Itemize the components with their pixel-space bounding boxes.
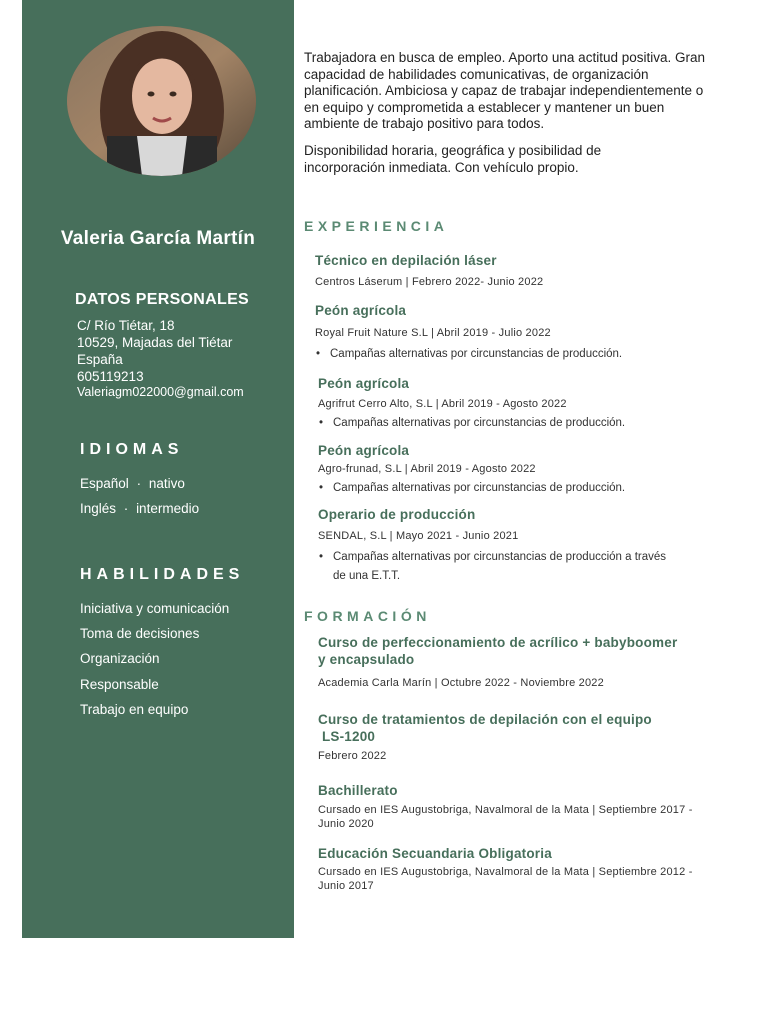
skill-item: Trabajo en equipo	[80, 702, 189, 717]
summary-line: ambiente de trabajo positivo para todos.	[304, 116, 545, 131]
summary-line: Disponibilidad horaria, geográfica y posibilidad de	[304, 143, 602, 158]
job-title: Técnico en depilación láser	[315, 253, 497, 268]
education-meta: Febrero 2022	[318, 750, 387, 762]
job-meta: Agro-frunad, S.L | Abril 2019 - Agosto 2022	[318, 463, 536, 475]
education-title-item: Curso de tratamientos de depilación con el equipo LS-1200	[318, 712, 652, 744]
language-level: intermedio	[136, 501, 200, 516]
job-meta: Centros Láserum | Febrero 2022- Junio 2022	[315, 276, 544, 288]
job-title: Peón agrícola	[318, 376, 410, 391]
availability-paragraph	[304, 143, 742, 176]
job-bullet: • Campañas alternativas por circunstancias de producción.	[319, 417, 626, 429]
country: España	[77, 352, 123, 367]
language-item	[80, 476, 185, 491]
language-item	[80, 501, 199, 516]
skill-item: Iniciativa y comunicación	[80, 601, 230, 616]
job-bullet: • Campañas alternativas por circunstancias de producción a través de una E.T.T.	[319, 551, 667, 582]
personal-data-title: DATOS PERSONALES	[75, 291, 250, 308]
skill-item: Responsable	[80, 677, 159, 692]
sidebar	[22, 0, 294, 938]
skills-title: HABILIDADES	[80, 566, 245, 583]
job-title: Operario de producción	[318, 507, 476, 522]
main-content	[304, 0, 744, 1024]
job-bullet: • Campañas alternativas por circunstancias de producción.	[316, 348, 623, 360]
skill-item: Toma de decisiones	[80, 626, 200, 641]
phone: 605119213	[77, 369, 144, 384]
city: 10529, Majadas del Tiétar	[77, 335, 233, 350]
experience-title: EXPERIENCIA	[304, 218, 449, 234]
job-meta: SENDAL, S.L | Mayo 2021 - Junio 2021	[318, 530, 519, 542]
education-meta: Academia Carla Marín | Octubre 2022 - Noviembre 2022	[318, 677, 604, 689]
education-title: FORMACIÓN	[304, 608, 431, 624]
separator: ·	[136, 476, 142, 491]
separator: ·	[123, 501, 129, 516]
language-level: nativo	[148, 476, 185, 491]
full-name: Valeria García Martín	[60, 228, 256, 249]
education-title-item: Curso de perfeccionamiento de acrílico + babyboomer y encapsulado	[318, 635, 678, 667]
summary-line: capacidad de habilidades comunicativas, de organización	[304, 66, 649, 82]
job-meta: Royal Fruit Nature S.L | Abril 2019 - Julio 2022	[315, 327, 551, 339]
summary-line: en equipo y comprometida a establecer y mantener un buen	[304, 99, 665, 115]
education-meta: Cursado en IES Augustobriga, Navalmoral de la Mata | Septiembre 2017 - Junio 2020	[318, 804, 693, 830]
summary-line: Trabajadora en busca de empleo. Aporto una actitud positiva. Gran	[304, 50, 705, 65]
education-title-item: Educación Secuandaria Obligatoria	[318, 846, 552, 861]
email: Valeriagm022000@gmail.com	[77, 385, 244, 399]
skill-item: Organización	[80, 651, 160, 666]
summary-line: planificación. Ambiciosa y capaz de trabajar independientemente o	[304, 83, 704, 98]
summary-paragraph	[304, 50, 742, 133]
languages-title: IDIOMAS	[80, 441, 184, 458]
job-bullet: • Campañas alternativas por circunstancias de producción.	[319, 482, 626, 494]
job-title: Peón agrícola	[315, 303, 407, 318]
profile-photo	[67, 26, 256, 176]
job-title: Peón agrícola	[318, 443, 410, 458]
education-title-item: Bachillerato	[318, 783, 398, 798]
job-meta: Agrifrut Cerro Alto, S.L | Abril 2019 - Agosto 2022	[318, 398, 567, 410]
avatar	[67, 26, 256, 176]
address: C/ Río Tiétar, 18	[77, 318, 175, 333]
language-name: Inglés	[80, 501, 117, 516]
language-name: Español	[80, 476, 129, 491]
education-meta: Cursado en IES Augustobriga, Navalmoral de la Mata | Septiembre 2012 - Junio 2017	[318, 866, 693, 892]
summary-line: incorporación inmediata. Con vehículo propio.	[304, 159, 579, 175]
